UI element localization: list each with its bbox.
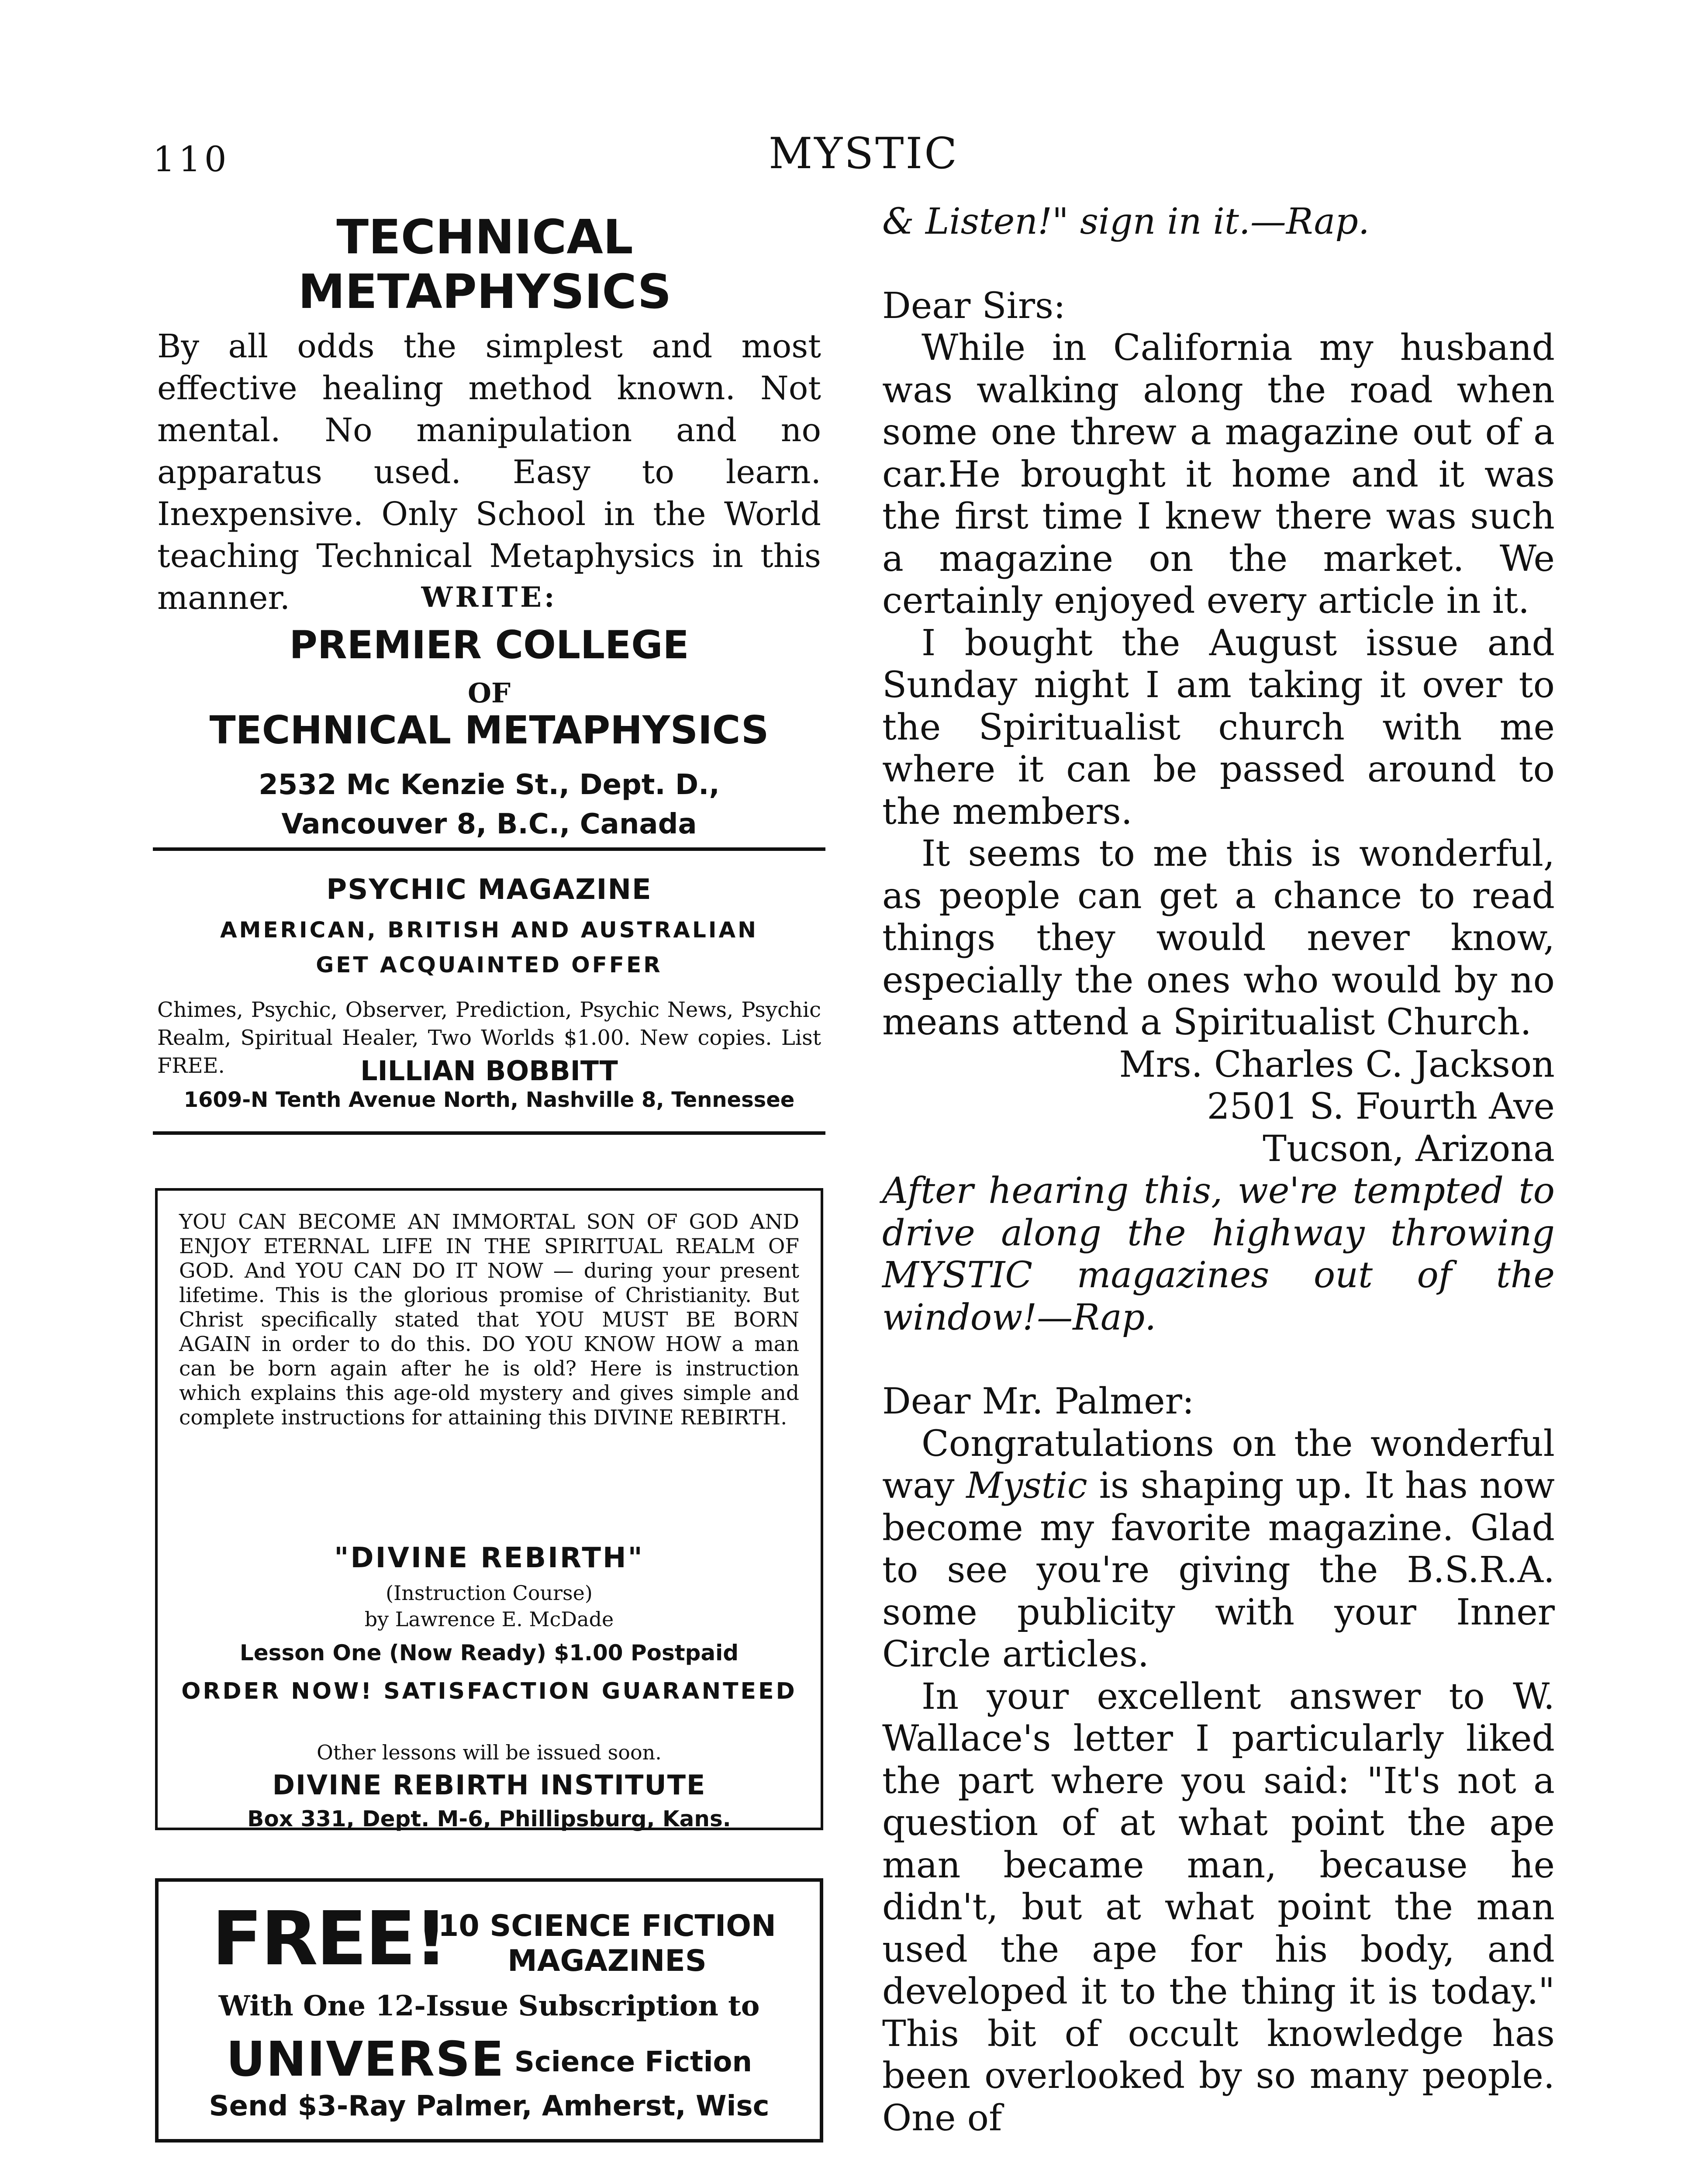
editor-reply: After hearing this, we're tempted to drive along the highway throwing MYSTIC magazines out of the window!—Rap. bbox=[882, 1170, 1555, 1338]
ad-title-line1: TECHNICAL bbox=[336, 210, 633, 265]
ad-rebirth-address: Box 331, Dept. M-6, Phillipsburg, Kans. bbox=[247, 1806, 731, 1832]
letter1-salutation: Dear Sirs: bbox=[882, 285, 1066, 327]
letter2-salutation: Dear Mr. Palmer: bbox=[882, 1381, 1194, 1422]
letter1-signature: Mrs. Charles C. Jackson bbox=[1119, 1044, 1555, 1085]
letter1-paragraph: I bought the August issue and Sunday night I am taking it over to the Spiritualist church with me where it can be passed around to the members. bbox=[882, 622, 1555, 833]
ad-body: By all odds the simplest and most effective healing method known. Not mental. No manipulation and no apparatus used. Easy to learn. Inexpensive. Only School in the World teaching Technical Metaphysics in this manner. bbox=[157, 328, 821, 617]
ad-psychic-title: PSYCHIC MAGAZINE bbox=[326, 874, 652, 906]
letter2-paragraph bbox=[882, 1423, 1555, 1676]
ad-psychic-offer: GET ACQUAINTED OFFER bbox=[316, 952, 663, 978]
ad-psychic-subtitle: AMERICAN, BRITISH AND AUSTRALIAN bbox=[220, 917, 759, 943]
letter1-city: Tucson, Arizona bbox=[1263, 1128, 1555, 1170]
letter2-paragraph: In your excellent answer to W. Wallace's letter I particularly liked the part where you said: "It's not a question of at what point the ape man became man, because he didn't, but at what point the man used the ape for his body, and developed it to the thing it is today." This bit of occult knowledge has been overlooked by so many people. One of bbox=[882, 1676, 1555, 2139]
ad-rebirth-lesson: Lesson One (Now Ready) $1.00 Postpaid bbox=[239, 1640, 739, 1666]
ad-rebirth-body: YOU CAN BECOME AN IMMORTAL SON OF GOD AND ENJOY ETERNAL LIFE IN THE SPIRITUAL REALM OF GOD. And YOU CAN DO IT NOW — during your present lifetime. This is the glorious promise of Christianity. But Christ specifically stated that YOU MUST BE BORN AGAIN in order to do this. DO YOU KNOW HOW a man can be born again after he is old? Here is instruction which explains this age-old mystery and gives simple and complete instructions for attaining this DIVINE REBIRTH. bbox=[179, 1210, 799, 1430]
magazine-name: Mystic bbox=[966, 1465, 1087, 1507]
ad-universe-send: Send $3-Ray Palmer, Amherst, Wisc bbox=[209, 2090, 770, 2122]
ad-free-offer: 10 SCIENCE FICTION MAGAZINES bbox=[438, 1909, 776, 1978]
ad-address-line1: 2532 Mc Kenzie St., Dept. D., bbox=[259, 769, 720, 801]
ad-of: OF bbox=[467, 677, 511, 709]
ad-universe-line bbox=[166, 2031, 812, 2087]
ad-write-label: WRITE: bbox=[421, 581, 557, 614]
ad-college-name: PREMIER COLLEGE bbox=[289, 622, 689, 667]
ad-rebirth-course: (Instruction Course) bbox=[386, 1581, 593, 1605]
running-head: MYSTIC bbox=[769, 129, 959, 179]
letters-column bbox=[882, 201, 1555, 2139]
ad-rebirth-order: ORDER NOW! SATISFACTION GUARANTEED bbox=[181, 1678, 797, 1704]
letter1-address: 2501 S. Fourth Ave bbox=[1207, 1086, 1555, 1127]
ad-rebirth-title: "DIVINE REBIRTH" bbox=[334, 1542, 644, 1574]
letter2-text: is shaping up. It has now become my favorite magazine. Glad to see you're giving the B.S.R.A. some publicity with your Inner Circle articles. bbox=[882, 1465, 1555, 1675]
page-number: 110 bbox=[153, 139, 230, 180]
letter1-paragraph: While in California my husband was walking along the road when some one threw a magazine out of a car.He brought it home and it was the first time I knew there was such a magazine on the market. We certainly enjoyed every article in it. bbox=[882, 327, 1555, 622]
divider-rule bbox=[153, 847, 825, 851]
ad-rebirth-soon: Other lessons will be issued soon. bbox=[317, 1741, 662, 1764]
ad-universe-subtitle: Science Fiction bbox=[514, 2046, 752, 2078]
ad-title-line2: METAPHYSICS bbox=[298, 265, 672, 319]
letter2-text: Congratulations on the wonderful way bbox=[882, 1423, 1555, 1507]
ad-free-headline: FREE! bbox=[212, 1896, 446, 1982]
ad-free-with: With One 12-Issue Subscription to bbox=[218, 1990, 760, 2022]
ad-universe-title: UNIVERSE bbox=[226, 2031, 505, 2087]
ad-psychic-address: 1609-N Tenth Avenue North, Nashville 8, Tennessee bbox=[183, 1088, 795, 1112]
divider-rule bbox=[153, 1131, 825, 1135]
letter-continuation: & Listen!" sign in it.—Rap. bbox=[882, 201, 1370, 242]
ad-psychic-name: LILLIAN BOBBITT bbox=[360, 1055, 618, 1087]
ad-college-subject: TECHNICAL METAPHYSICS bbox=[209, 708, 769, 753]
ad-rebirth-author: by Lawrence E. McDade bbox=[364, 1607, 614, 1631]
ad-psychic-body: Chimes, Psychic, Observer, Prediction, Psychic News, Psychic Realm, Spiritual Healer, Two Worlds $1.00. New copies. List FREE. bbox=[157, 998, 821, 1078]
letter1-paragraph: It seems to me this is wonderful, as people can get a chance to read things they would never know, especially the ones who would by no means attend a Spiritualist Church. bbox=[882, 833, 1555, 1043]
ad-rebirth-institute: DIVINE REBIRTH INSTITUTE bbox=[272, 1769, 706, 1801]
ad-address-line2: Vancouver 8, B.C., Canada bbox=[281, 808, 697, 840]
